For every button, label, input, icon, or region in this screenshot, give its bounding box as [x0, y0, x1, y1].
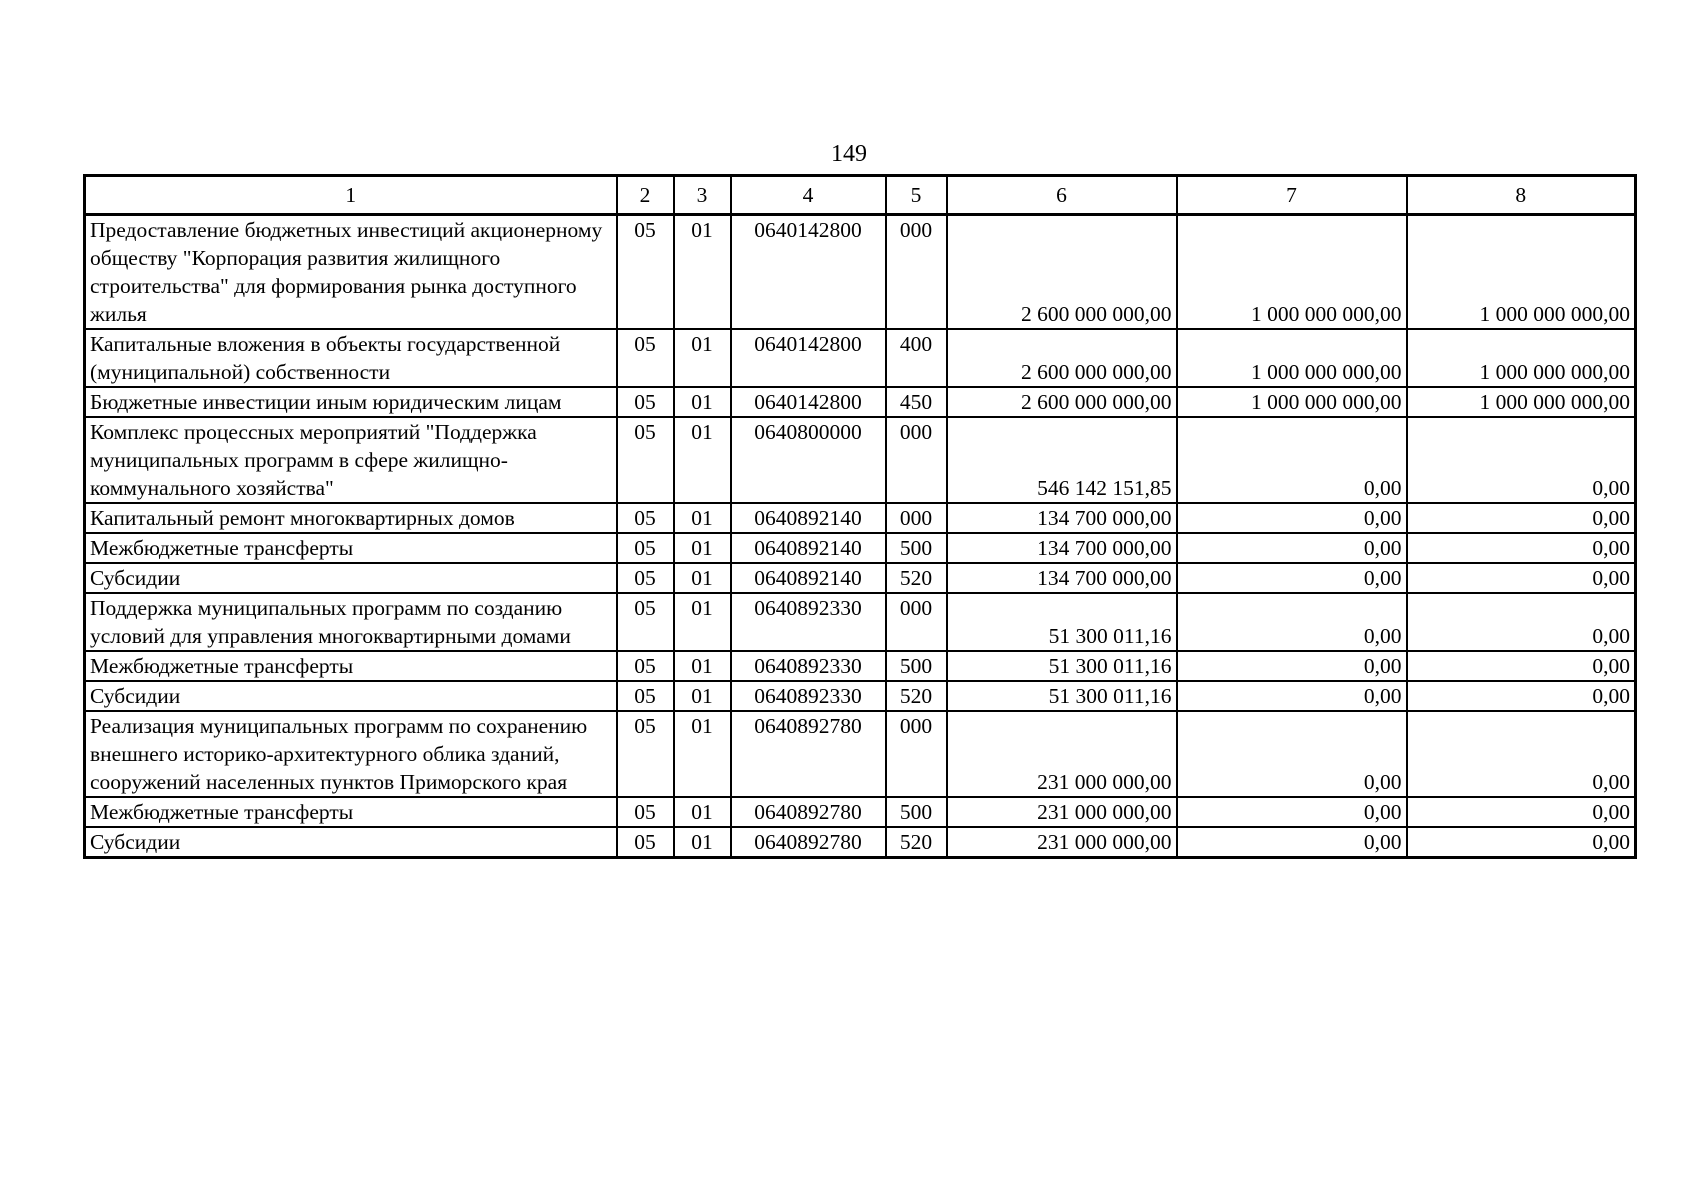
section-code: 05 — [617, 681, 674, 711]
target-article-code: 0640892330 — [731, 651, 886, 681]
section-code: 05 — [617, 651, 674, 681]
table-row — [85, 503, 1636, 533]
table-header — [85, 176, 1636, 215]
item-name: Межбюджетные трансферты — [85, 533, 617, 563]
item-name: Бюджетные инвестиции иным юридическим лицам — [85, 387, 617, 417]
target-article-code: 0640892330 — [731, 593, 886, 651]
subsection-code: 01 — [674, 651, 731, 681]
section-code: 05 — [617, 387, 674, 417]
amount-col-6: 2 600 000 000,00 — [947, 387, 1177, 417]
item-name: Субсидии — [85, 563, 617, 593]
amount-col-8: 0,00 — [1407, 417, 1636, 503]
amount-col-8: 1 000 000 000,00 — [1407, 215, 1636, 330]
table-row — [85, 827, 1636, 858]
amount-col-7: 0,00 — [1177, 827, 1407, 858]
amount-col-8: 1 000 000 000,00 — [1407, 329, 1636, 387]
amount-col-7: 0,00 — [1177, 563, 1407, 593]
amount-col-8: 0,00 — [1407, 711, 1636, 797]
amount-col-8: 1 000 000 000,00 — [1407, 387, 1636, 417]
target-article-code: 0640892780 — [731, 797, 886, 827]
table-row — [85, 711, 1636, 797]
subsection-code: 01 — [674, 329, 731, 387]
amount-col-6: 231 000 000,00 — [947, 827, 1177, 858]
header-col-8: 8 — [1407, 176, 1636, 215]
amount-col-6: 231 000 000,00 — [947, 711, 1177, 797]
amount-col-6: 51 300 011,16 — [947, 651, 1177, 681]
amount-col-8: 0,00 — [1407, 681, 1636, 711]
amount-col-7: 0,00 — [1177, 503, 1407, 533]
item-name: Капитальные вложения в объекты государственной (муниципальной) собственности — [85, 329, 617, 387]
table-row — [85, 593, 1636, 651]
amount-col-7: 1 000 000 000,00 — [1177, 215, 1407, 330]
section-code: 05 — [617, 215, 674, 330]
amount-col-8: 0,00 — [1407, 503, 1636, 533]
amount-col-7: 0,00 — [1177, 711, 1407, 797]
item-name: Предоставление бюджетных инвестиций акционерному обществу "Корпорация развития жилищного строительства" для формирования рынка доступного жилья — [85, 215, 617, 330]
subsection-code: 01 — [674, 711, 731, 797]
subsection-code: 01 — [674, 681, 731, 711]
amount-col-8: 0,00 — [1407, 651, 1636, 681]
expense-type-code: 500 — [886, 797, 947, 827]
amount-col-7: 0,00 — [1177, 533, 1407, 563]
section-code: 05 — [617, 329, 674, 387]
table-row — [85, 563, 1636, 593]
table-body — [85, 215, 1636, 858]
target-article-code: 0640892780 — [731, 827, 886, 858]
expense-type-code: 000 — [886, 417, 947, 503]
table-row — [85, 681, 1636, 711]
item-name: Субсидии — [85, 681, 617, 711]
item-name: Субсидии — [85, 827, 617, 858]
section-code: 05 — [617, 827, 674, 858]
header-col-5: 5 — [886, 176, 947, 215]
header-col-1: 1 — [85, 176, 617, 215]
subsection-code: 01 — [674, 563, 731, 593]
section-code: 05 — [617, 417, 674, 503]
section-code: 05 — [617, 563, 674, 593]
target-article-code: 0640800000 — [731, 417, 886, 503]
subsection-code: 01 — [674, 215, 731, 330]
target-article-code: 0640892780 — [731, 711, 886, 797]
target-article-code: 0640142800 — [731, 215, 886, 330]
amount-col-8: 0,00 — [1407, 797, 1636, 827]
subsection-code: 01 — [674, 827, 731, 858]
expense-type-code: 000 — [886, 215, 947, 330]
subsection-code: 01 — [674, 503, 731, 533]
section-code: 05 — [617, 711, 674, 797]
expense-type-code: 520 — [886, 827, 947, 858]
amount-col-6: 134 700 000,00 — [947, 533, 1177, 563]
amount-col-7: 1 000 000 000,00 — [1177, 387, 1407, 417]
amount-col-8: 0,00 — [1407, 827, 1636, 858]
amount-col-8: 0,00 — [1407, 593, 1636, 651]
subsection-code: 01 — [674, 417, 731, 503]
expense-type-code: 400 — [886, 329, 947, 387]
item-name: Капитальный ремонт многоквартирных домов — [85, 503, 617, 533]
amount-col-7: 1 000 000 000,00 — [1177, 329, 1407, 387]
amount-col-6: 134 700 000,00 — [947, 563, 1177, 593]
item-name: Межбюджетные трансферты — [85, 797, 617, 827]
section-code: 05 — [617, 593, 674, 651]
amount-col-6: 231 000 000,00 — [947, 797, 1177, 827]
amount-col-6: 2 600 000 000,00 — [947, 329, 1177, 387]
subsection-code: 01 — [674, 387, 731, 417]
header-col-4: 4 — [731, 176, 886, 215]
table-row — [85, 651, 1636, 681]
header-col-3: 3 — [674, 176, 731, 215]
target-article-code: 0640892140 — [731, 533, 886, 563]
subsection-code: 01 — [674, 533, 731, 563]
target-article-code: 0640892140 — [731, 563, 886, 593]
section-code: 05 — [617, 797, 674, 827]
amount-col-7: 0,00 — [1177, 417, 1407, 503]
header-row — [85, 176, 1636, 215]
expense-type-code: 520 — [886, 563, 947, 593]
amount-col-7: 0,00 — [1177, 681, 1407, 711]
subsection-code: 01 — [674, 797, 731, 827]
amount-col-7: 0,00 — [1177, 651, 1407, 681]
expense-type-code: 000 — [886, 711, 947, 797]
amount-col-8: 0,00 — [1407, 563, 1636, 593]
table-row — [85, 417, 1636, 503]
table-row — [85, 387, 1636, 417]
item-name: Комплекс процессных мероприятий "Поддержка муниципальных программ в сфере жилищно-коммунального хозяйства" — [85, 417, 617, 503]
expense-type-code: 500 — [886, 651, 947, 681]
expense-type-code: 450 — [886, 387, 947, 417]
header-col-7: 7 — [1177, 176, 1407, 215]
section-code: 05 — [617, 503, 674, 533]
amount-col-7: 0,00 — [1177, 593, 1407, 651]
amount-col-6: 51 300 011,16 — [947, 681, 1177, 711]
header-col-6: 6 — [947, 176, 1177, 215]
amount-col-6: 2 600 000 000,00 — [947, 215, 1177, 330]
header-col-2: 2 — [617, 176, 674, 215]
target-article-code: 0640892330 — [731, 681, 886, 711]
target-article-code: 0640892140 — [731, 503, 886, 533]
item-name: Поддержка муниципальных программ по созданию условий для управления многоквартирными домами — [85, 593, 617, 651]
table-row — [85, 329, 1636, 387]
table-row — [85, 797, 1636, 827]
table-row — [85, 533, 1636, 563]
target-article-code: 0640142800 — [731, 329, 886, 387]
amount-col-8: 0,00 — [1407, 533, 1636, 563]
amount-col-6: 134 700 000,00 — [947, 503, 1177, 533]
expense-type-code: 000 — [886, 503, 947, 533]
amount-col-6: 546 142 151,85 — [947, 417, 1177, 503]
page-number: 149 — [831, 141, 867, 167]
budget-table — [83, 174, 1637, 859]
subsection-code: 01 — [674, 593, 731, 651]
expense-type-code: 500 — [886, 533, 947, 563]
target-article-code: 0640142800 — [731, 387, 886, 417]
table-row — [85, 215, 1636, 330]
expense-type-code: 000 — [886, 593, 947, 651]
item-name: Межбюджетные трансферты — [85, 651, 617, 681]
section-code: 05 — [617, 533, 674, 563]
expense-type-code: 520 — [886, 681, 947, 711]
amount-col-6: 51 300 011,16 — [947, 593, 1177, 651]
amount-col-7: 0,00 — [1177, 797, 1407, 827]
item-name: Реализация муниципальных программ по сохранению внешнего историко-архитектурного облика зданий, сооружений населенных пунктов Приморского края — [85, 711, 617, 797]
